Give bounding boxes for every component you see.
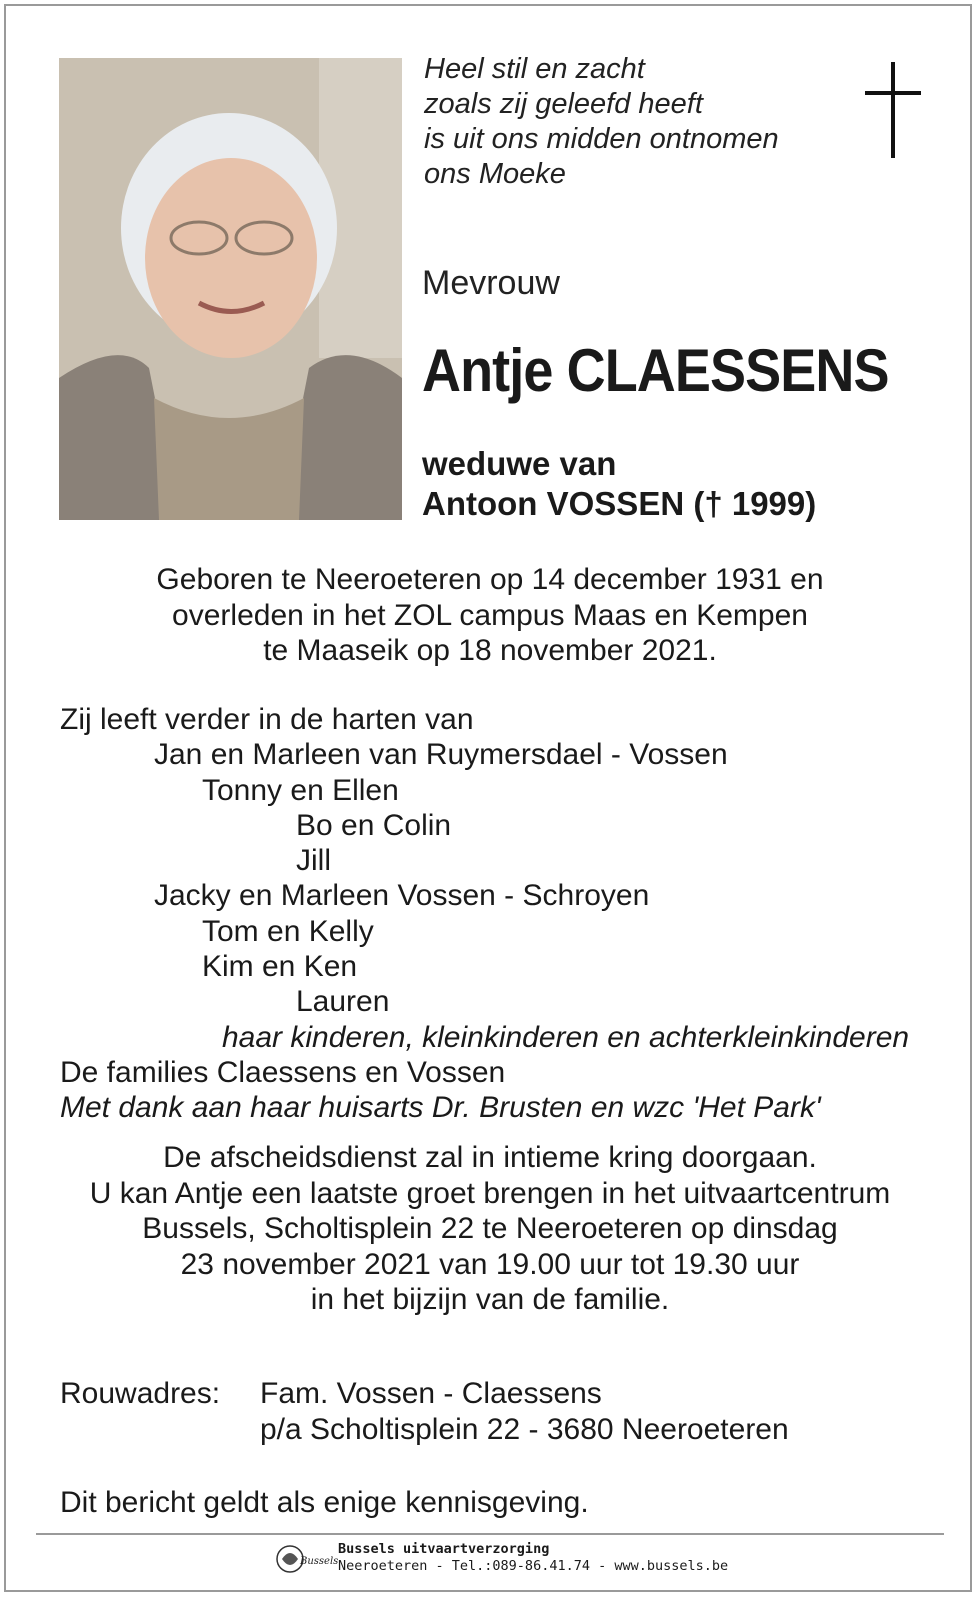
family-member: Lauren bbox=[296, 985, 390, 1019]
widow-of bbox=[422, 444, 816, 524]
latin-cross-icon bbox=[865, 62, 921, 158]
poem bbox=[424, 52, 779, 192]
family-intro: Zij leeft verder in de harten van bbox=[60, 703, 474, 736]
family-member: Jill bbox=[296, 844, 331, 878]
mourning-address bbox=[60, 1376, 789, 1448]
birth-death-line: overleden in het ZOL campus Maas en Kempen bbox=[172, 598, 808, 632]
service-line: De afscheidsdienst zal in intieme kring doorgaan. bbox=[163, 1141, 817, 1174]
families-line: De families Claessens en Vossen bbox=[60, 1055, 506, 1089]
poem-line: Heel stil en zacht bbox=[424, 53, 645, 85]
family-member: Bo en Colin bbox=[296, 808, 452, 842]
birth-death-line: Geboren te Neeroeteren op 14 december 1931 en bbox=[156, 563, 824, 596]
footer-divider bbox=[36, 1533, 944, 1535]
address-line: p/a Scholtisplein 22 - 3680 Neeroeteren bbox=[260, 1413, 789, 1446]
portrait-photo bbox=[59, 58, 402, 520]
birth-death-block bbox=[0, 562, 980, 669]
svg-text:Bussels: Bussels bbox=[300, 1556, 339, 1567]
family-member: Jacky en Marleen Vossen - Schroyen bbox=[154, 879, 650, 913]
family-member: Tonny en Ellen bbox=[202, 773, 399, 807]
thanks-line: Met dank aan haar huisarts Dr. Brusten en wzc 'Het Park' bbox=[60, 1091, 821, 1125]
deceased-title: Mevrouw bbox=[422, 264, 560, 302]
poem-line: zoals zij geleefd heeft bbox=[424, 88, 703, 120]
service-block bbox=[0, 1140, 980, 1318]
notice-line: Dit bericht geldt als enige kennisgeving. bbox=[60, 1486, 589, 1519]
address-line: Fam. Vossen - Claessens bbox=[260, 1377, 602, 1410]
family-member: Jan en Marleen van Ruymersdael - Vossen bbox=[154, 738, 728, 772]
poem-line: is uit ons midden ontnomen bbox=[424, 123, 779, 155]
widow-line: weduwe van bbox=[422, 445, 617, 482]
family-member: Tom en Kelly bbox=[202, 914, 374, 948]
service-line: 23 november 2021 van 19.00 uur tot 19.30 uur bbox=[180, 1247, 800, 1281]
address-label: Rouwadres: bbox=[60, 1377, 221, 1410]
service-line: in het bijzijn van de familie. bbox=[310, 1283, 670, 1316]
family-caption: haar kinderen, kleinkinderen en achterkleinkinderen bbox=[222, 1020, 910, 1054]
spouse-name: Antoon VOSSEN († 1999) bbox=[422, 485, 817, 522]
funeral-home-contact: Neeroeteren - Tel.:089-86.41.74 - www.bussels.be bbox=[338, 1558, 729, 1574]
birth-death-line: te Maaseik op 18 november 2021. bbox=[263, 634, 717, 667]
footer-info bbox=[338, 1541, 728, 1575]
service-line: Bussels, Scholtisplein 22 te Neeroeteren op dinsdag bbox=[142, 1212, 838, 1245]
funeral-home-name: Bussels uitvaartverzorging bbox=[338, 1541, 550, 1557]
funeral-home-logo bbox=[276, 1543, 339, 1575]
poem-line: ons Moeke bbox=[424, 158, 566, 190]
family-member: Kim en Ken bbox=[202, 950, 358, 984]
deceased-name: Antje CLAESSENS bbox=[422, 337, 889, 404]
family-block bbox=[0, 702, 980, 1126]
service-line: U kan Antje een laatste groet brengen in het uitvaartcentrum bbox=[89, 1176, 891, 1210]
